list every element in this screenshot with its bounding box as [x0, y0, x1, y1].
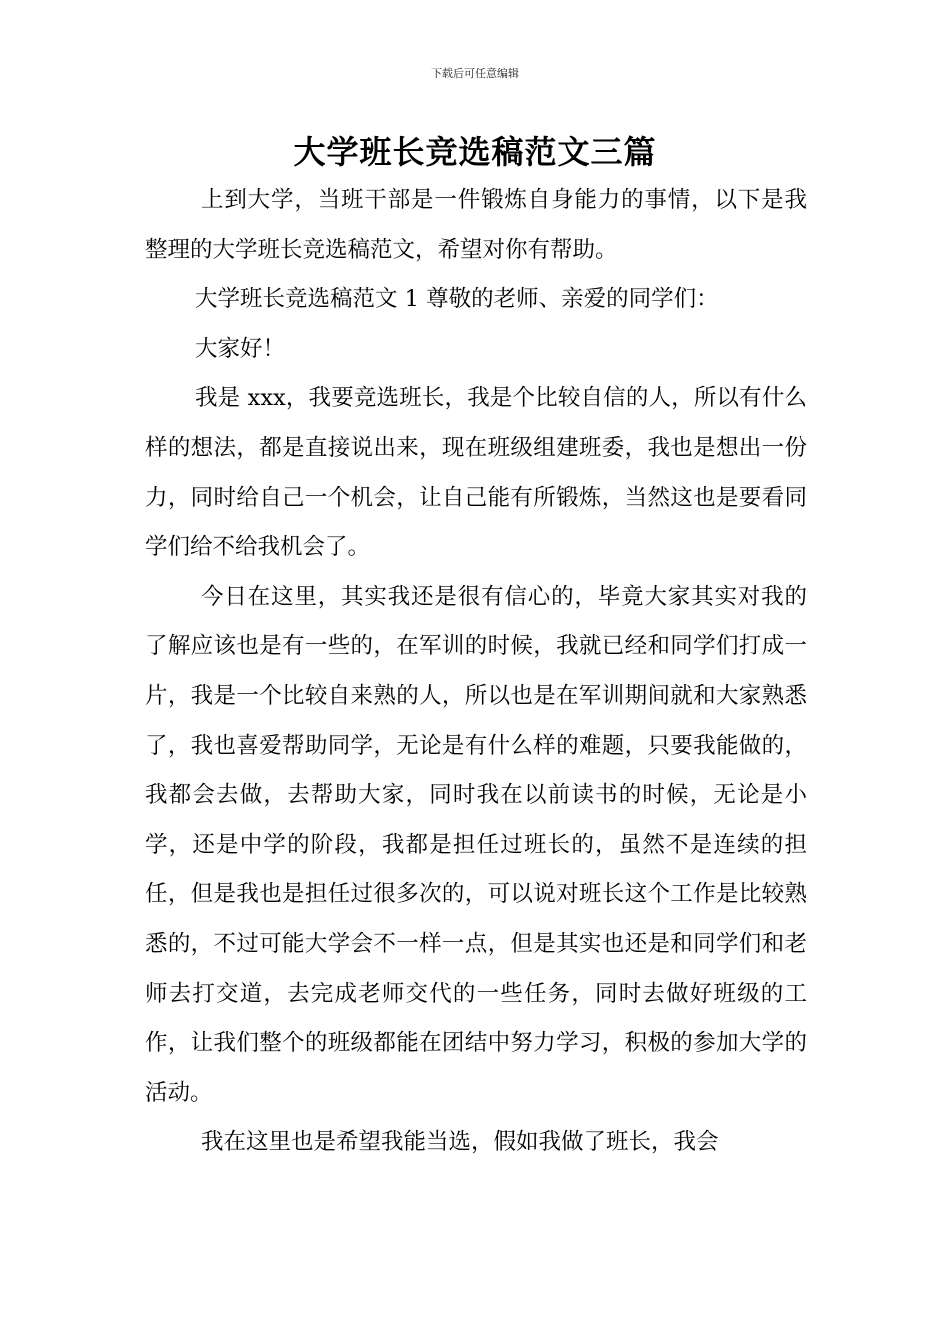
- page-header-note: 下载后可任意编辑: [431, 67, 519, 80]
- self-introduction-paragraph: 我是 xxx，我要竞选班长，我是个比较自信的人，所以有什么样的想法，都是直接说出来，现在班级组建班委，我也是想出一份力，同时给自己一个机会，让自己能有所锻炼，当然这也是要看同学们给不给我机会了。: [145, 385, 807, 561]
- closing-paragraph: 我在这里也是希望我能当选，假如我做了班长，我会: [201, 1129, 719, 1156]
- experience-paragraph: 今日在这里，其实我还是很有信心的，毕竟大家其实对我的了解应该也是有一些的，在军训的时候，我就已经和同学们打成一片，我是一个比较自来熟的人，所以也是在军训期间就和大家熟悉了，我也喜爱帮助同学，无论是有什么样的难题，只要我能做的，我都会去做，去帮助大家，同时我在以前读书的时候，无论是小学，还是中学的阶段，我都是担任过班长的，虽然不是连续的担任，但是我也是担任过很多次的，可以说对班长这个工作是比较熟悉的，不过可能大学会不一样一点，但是其实也还是和同学们和老师去打交道，去完成老师交代的一些任务，同时去做好班级的工作，让我们整个的班级都能在团结中努力学习，积极的参加大学的活动。: [145, 583, 807, 1106]
- document-title: 大学班长竞选稿范文三篇: [293, 133, 657, 171]
- intro-paragraph: 上到大学，当班干部是一件锻炼自身能力的事情，以下是我整理的大学班长竞选稿范文，希望对你有帮助。: [145, 187, 807, 263]
- greeting-paragraph: 大家好！: [195, 335, 286, 362]
- sample-heading-paragraph: 大学班长竞选稿范文 1 尊敬的老师、亲爱的同学们：: [195, 286, 719, 313]
- document-body: [145, 176, 807, 1168]
